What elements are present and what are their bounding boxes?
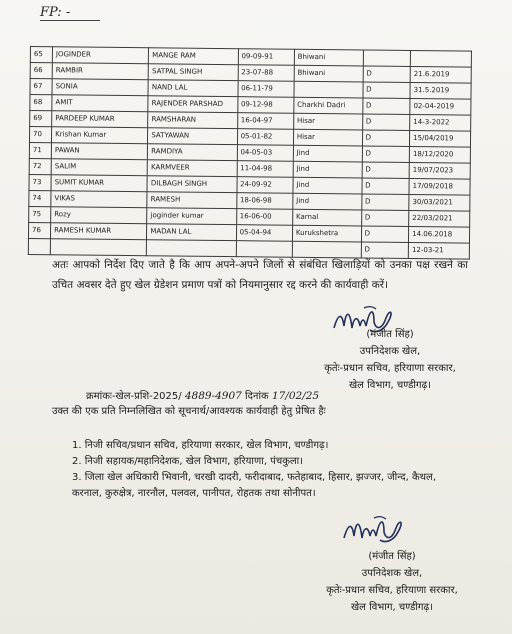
category-cell: D — [362, 162, 410, 178]
signatory-block-2 — [292, 548, 492, 616]
header-handwritten-mark: FP: - — [40, 6, 100, 21]
date-cell: 22/03/2021 — [409, 210, 470, 227]
dob-cell: 18-06-98 — [236, 193, 292, 210]
district-cell: Kurukshetra — [292, 225, 361, 242]
father-name-cell: NAND LAL — [148, 80, 237, 97]
date-cell: 19/07/2023 — [409, 162, 470, 179]
serial-cell: 68 — [30, 95, 52, 111]
category-cell: D — [363, 82, 411, 98]
dob-cell: 24-09-92 — [237, 177, 293, 194]
father-name-cell: RAMSHARAN — [148, 112, 237, 129]
signatory-designation: उपनिदेशक खेल, — [361, 568, 423, 579]
father-name-cell: SATYAWAN — [148, 128, 237, 145]
serial-cell: 72 — [29, 158, 51, 174]
date-cell: 18/12/2020 — [409, 146, 470, 163]
players-table — [28, 46, 472, 260]
category-cell: D — [361, 226, 409, 242]
player-name-cell: SUMIT KUMAR — [51, 175, 147, 192]
category-cell: D — [362, 178, 410, 194]
copy-intro-text: उक्त की एक प्रति निम्नलिखित को सूचनार्थ/आवश्यक कार्यवाही हेतु प्रेषित हैः — [52, 406, 326, 417]
dob-cell: 16-06-00 — [236, 209, 292, 226]
dob-cell: 06-11-79 — [238, 81, 294, 98]
category-cell: D — [361, 194, 409, 210]
reference-line — [86, 388, 319, 402]
signatory-for-line: कृतेः-प्रधान सचिव, हरियाणा सरकार, — [326, 585, 458, 596]
father-name-cell — [147, 240, 236, 257]
category-cell: D — [363, 66, 411, 82]
reference-date: 17/02/25 — [271, 390, 320, 402]
serial-cell: 65 — [30, 47, 52, 63]
date-cell — [410, 50, 471, 67]
signatory-designation: उपनिदेशक खेल, — [359, 346, 421, 357]
signatory-block-1 — [290, 326, 490, 394]
district-cell: Bhiwani — [294, 49, 363, 66]
date-cell: 14-3-2022 — [410, 114, 471, 131]
serial-cell — [28, 238, 50, 254]
serial-cell: 66 — [30, 63, 52, 79]
recipient-item: 1. निजी सचिव/प्रधान सचिव, हरियाणा सरकार, खेल विभाग, चण्डीगढ़। — [72, 440, 329, 451]
signatory-name: (मंजीत सिंह) — [368, 551, 416, 562]
category-cell: D — [362, 98, 410, 114]
father-name-cell: SATPAL SINGH — [148, 64, 237, 81]
recipient-item: 2. निजी सहायक/महानिदेशक, खेल विभाग, हरियाणा, पंचकुला। — [72, 456, 304, 467]
player-name-cell: VIKAS — [51, 191, 147, 208]
dob-cell: 23-07-88 — [238, 65, 294, 82]
date-cell: 14.06.2018 — [409, 226, 470, 243]
district-cell: Bhiwani — [294, 65, 363, 82]
category-cell: D — [362, 146, 410, 162]
player-name-cell: Krishan Kumar — [52, 127, 148, 144]
district-cell: Jind — [293, 193, 362, 210]
district-cell: Hisar — [293, 113, 362, 130]
dob-cell — [236, 241, 292, 258]
recipient-item: 3. जिला खेल अधिकारी भिवानी, चरखी दादरी, फरीदाबाद, फतेहाबाद, हिसार, झज्जर, जीन्द, कैथल, करनाल, कुरुक्षेत्र, नारनौल, पलवल, पानीपत, रोहतक तथा सोनीपत। — [72, 472, 437, 499]
recipients-list — [72, 438, 464, 502]
district-cell: Karnal — [292, 209, 361, 226]
date-cell: 12-03-21 — [408, 242, 469, 259]
serial-cell: 73 — [29, 174, 51, 190]
category-cell: D — [362, 114, 410, 130]
father-name-cell: DILBAGH SINGH — [147, 176, 236, 193]
serial-cell: 74 — [29, 190, 51, 206]
date-cell: 15/04/2019 — [410, 130, 471, 147]
signatory-dept-line: खेल विभाग, चण्डीगढ़। — [349, 380, 431, 391]
dob-cell: 05-04-94 — [236, 225, 292, 242]
district-cell: Jind — [293, 161, 362, 178]
district-cell: Jind — [293, 145, 362, 162]
dob-cell: 09-09-91 — [238, 49, 294, 66]
category-cell: D — [361, 210, 409, 226]
player-name-cell: SONIA — [52, 79, 148, 96]
date-cell: 30/03/2021 — [409, 194, 470, 211]
father-name-cell: RAMESH — [147, 192, 236, 209]
dob-cell: 09-12-98 — [237, 97, 293, 114]
father-name-cell: joginder kumar — [147, 208, 236, 225]
player-name-cell: PARDEEP KUMAR — [52, 111, 148, 128]
father-name-cell: RAMDIYA — [148, 144, 237, 161]
father-name-cell: MADAN LAL — [147, 224, 236, 241]
signatory-dept-line: खेल विभाग, चण्डीगढ़। — [351, 602, 433, 613]
district-cell: Hisar — [293, 129, 362, 146]
date-cell: 17/09/2018 — [409, 178, 470, 195]
serial-cell: 69 — [30, 111, 52, 127]
category-cell: D — [361, 242, 409, 258]
player-name-cell: SALIM — [51, 159, 147, 176]
player-name-cell: AMIT — [52, 95, 148, 112]
serial-cell: 71 — [29, 142, 51, 158]
dob-cell: 05-01-82 — [237, 129, 293, 146]
dob-cell: 16-04-97 — [237, 113, 293, 130]
player-name-cell: JOGINDER — [52, 47, 148, 64]
signatory-name: (मंजीत सिंह) — [366, 329, 414, 340]
district-cell: Charkhi Dadri — [294, 97, 363, 114]
player-name-cell: RAMBIR — [52, 63, 148, 80]
serial-cell: 75 — [29, 206, 51, 222]
category-cell: D — [362, 130, 410, 146]
date-cell: 02-04-2019 — [410, 98, 471, 115]
signatory-for-line: कृतेः-प्रधान सचिव, हरियाणा सरकार, — [324, 363, 456, 374]
district-cell — [294, 81, 363, 98]
dob-cell: 04-05-03 — [237, 145, 293, 162]
father-name-cell: MANGE RAM — [149, 48, 238, 65]
reference-date-label: दिनांक — [245, 391, 269, 402]
player-name-cell: Rozy — [51, 207, 147, 224]
reference-number: 4889-4907 — [184, 390, 242, 402]
serial-cell: 70 — [29, 127, 51, 143]
date-cell: 21.6.2019 — [410, 66, 471, 83]
dob-cell: 11-04-98 — [237, 161, 293, 178]
serial-cell: 76 — [28, 222, 50, 238]
father-name-cell: RAJENDER PARSHAD — [148, 96, 237, 113]
serial-cell: 67 — [30, 79, 52, 95]
player-name-cell: PAWAN — [51, 143, 147, 160]
date-cell: 31.5.2019 — [410, 82, 471, 99]
signature-2 — [340, 510, 410, 550]
father-name-cell: KARMVEER — [147, 160, 236, 177]
player-name-cell: RAMESH KUMAR — [51, 223, 147, 240]
district-cell: Jind — [293, 177, 362, 194]
reference-prefix: क्रमांकः-खेल-प्रशि-2025/ — [86, 391, 182, 402]
instruction-paragraph: अतः आपको निर्देश दिए जाते है कि आप अपने-अपने जिलों से संबंधित खिलाड़ियों को उनका पक्ष रखने का उचित अवसर देते हुए खेल ग्रेडेशन प्रमाण पत्रों को नियमानुसार रद्द करने की कार्यवाही करें। — [52, 259, 468, 291]
player-name-cell — [50, 239, 146, 256]
category-cell — [363, 50, 411, 66]
